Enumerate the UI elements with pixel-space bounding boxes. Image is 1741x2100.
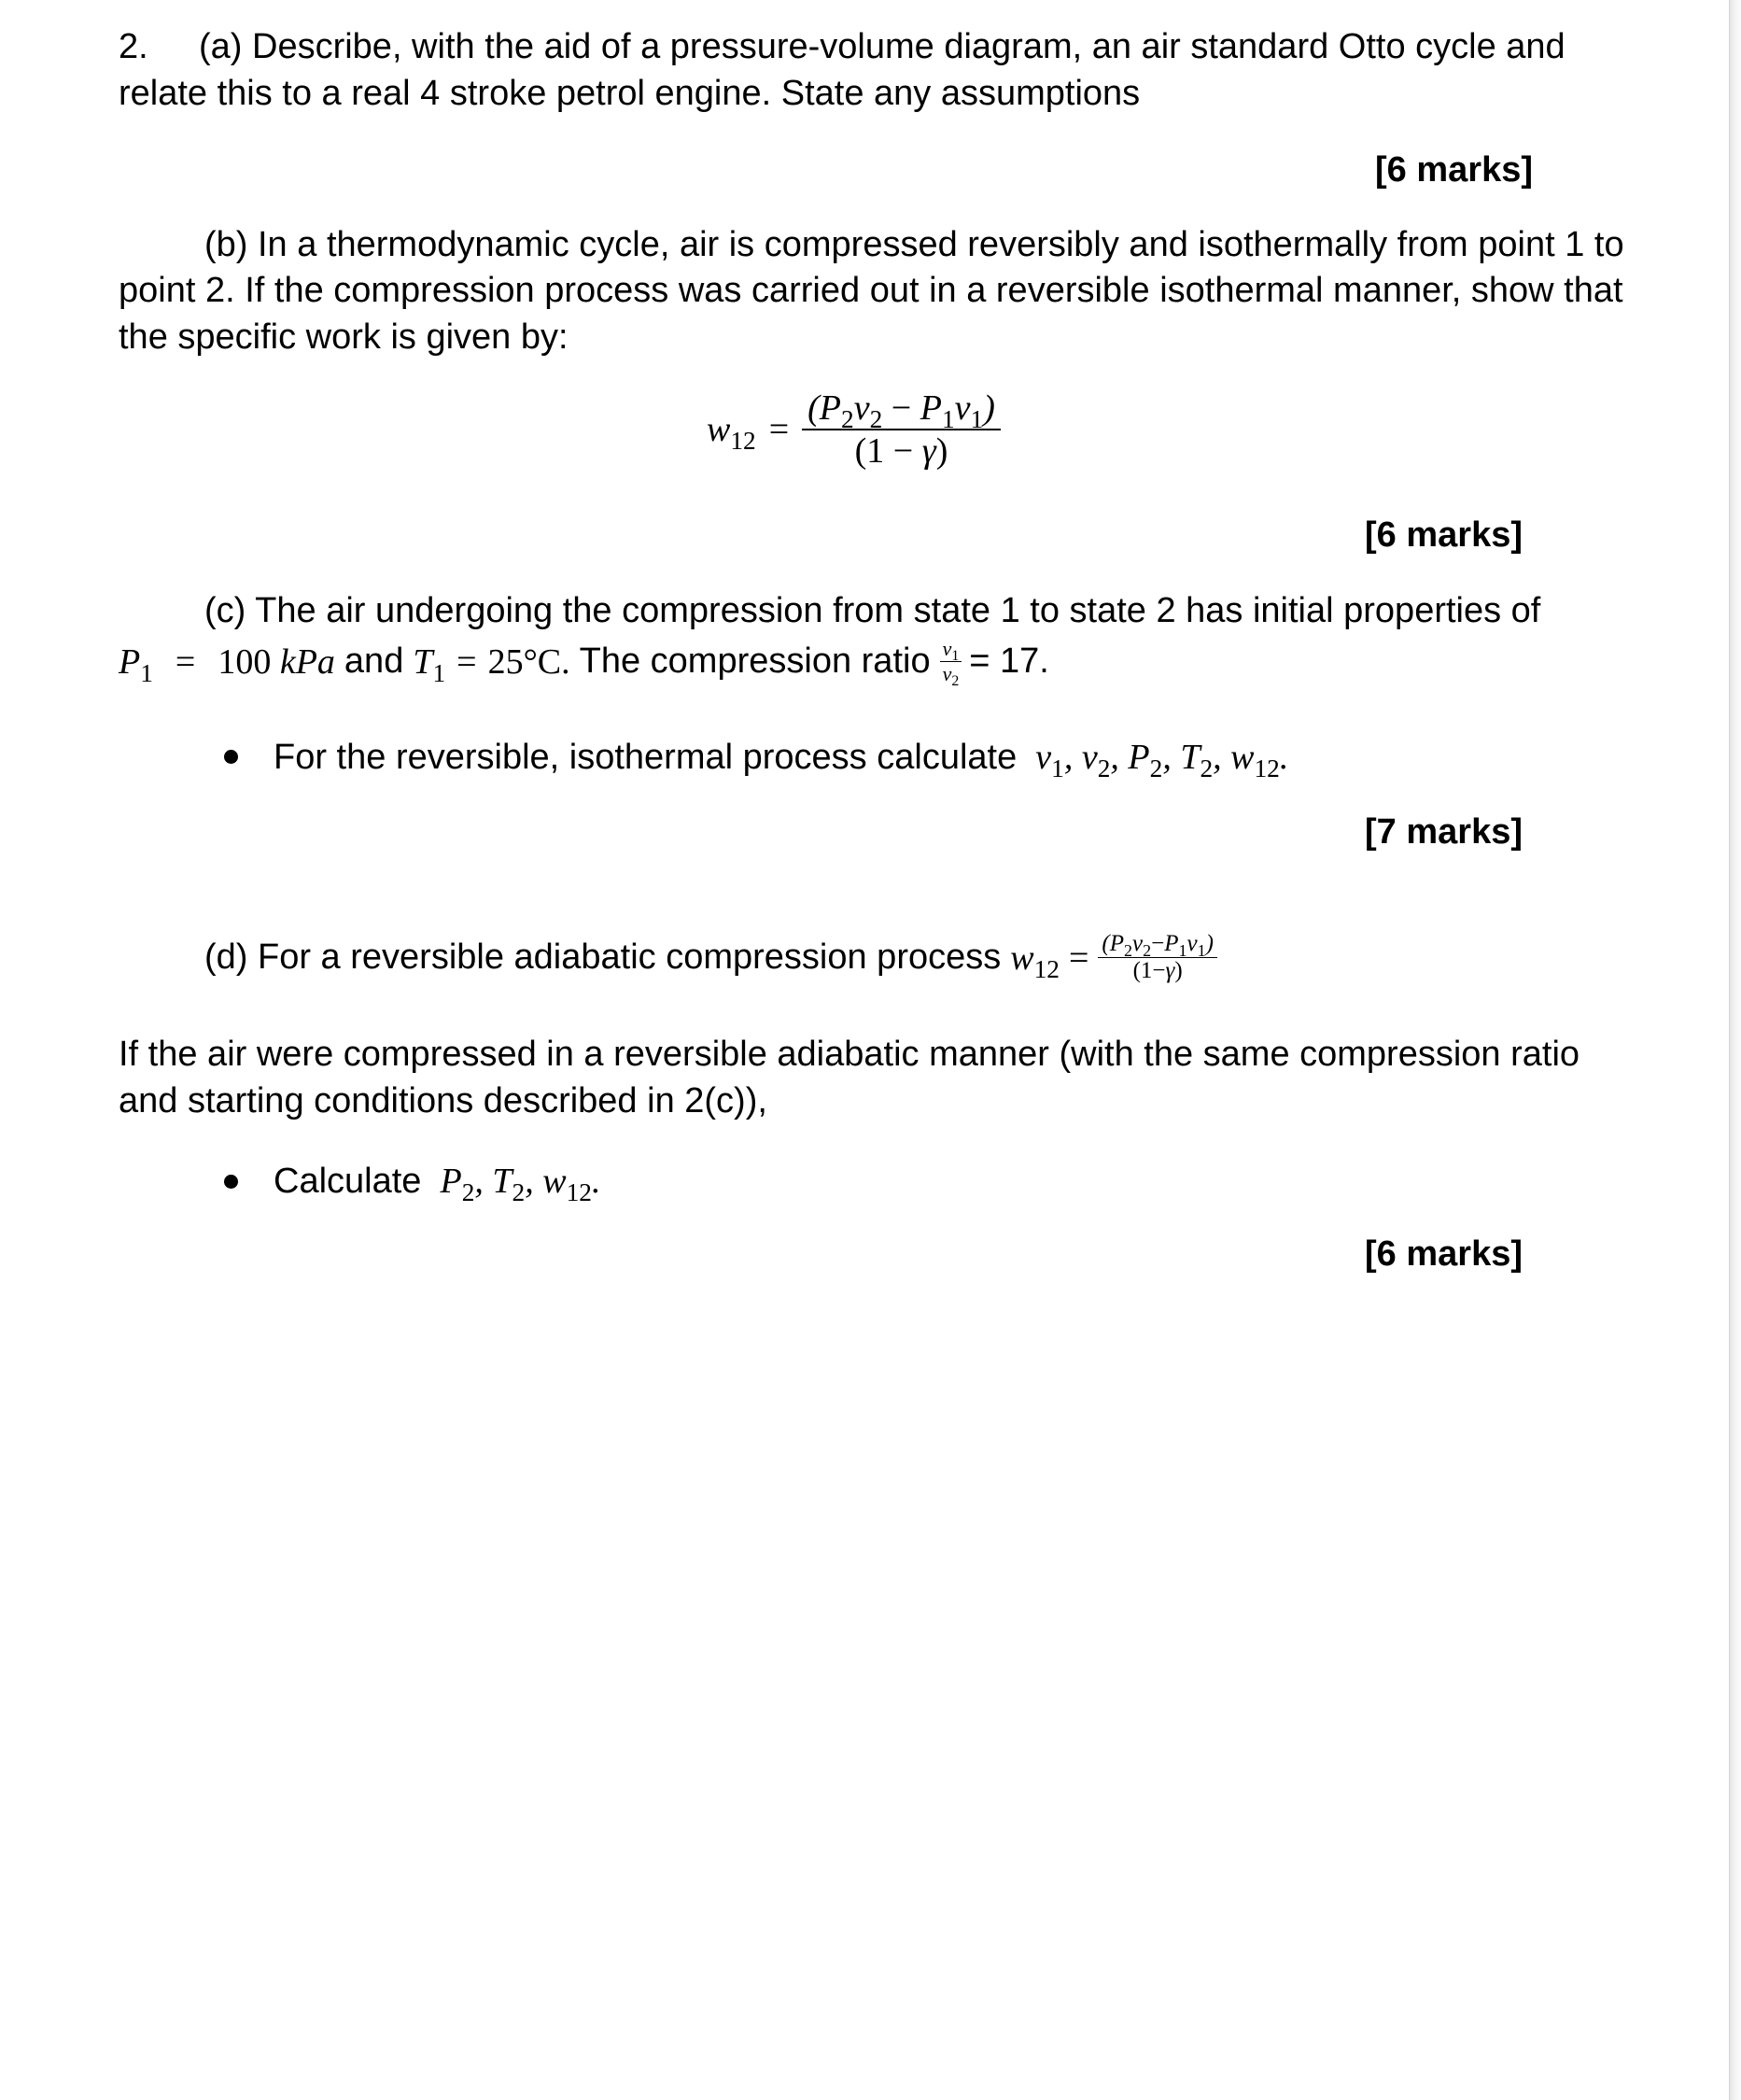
part-b-line2: point 2. If the compression process was carried out in a reversible isothermal manner, show that: [119, 271, 1623, 310]
part-c-marks: [7 marks]: [1365, 812, 1523, 852]
part-d-bullet-text: Calculate: [274, 1162, 422, 1201]
part-d-para-line2: and starting conditions described in 2(c)),: [119, 1081, 767, 1120]
part-d-para-line1: If the air were compressed in a reversible adiabatic manner (with the same compression ratio: [119, 1035, 1580, 1074]
work-fraction: $\frac{(P_2v_2 - P_1v_1)}{(1 - \gamma)}$: [802, 388, 1001, 472]
part-c-bullet-text: For the reversible, isothermal process calculate: [274, 738, 1018, 777]
page-edge: [1729, 0, 1741, 2100]
part-d-bullet: Calculate $P_2$, $T_2$, $w_{12}$.: [274, 1162, 601, 1206]
part-a-line2: relate this to a real 4 stroke petrol engine. State any assumptions: [119, 74, 1141, 113]
initial-conditions-line: $P_1$ = 100 kPa and $T_1$ = 25°C. The compression ratio $\frac{v_1}{v_2}$ = 17.: [119, 637, 1049, 690]
compression-ratio-value: = 17.: [969, 641, 1049, 681]
question-number: 2.: [119, 27, 148, 66]
part-b-marks: [6 marks]: [1365, 515, 1523, 555]
part-b-line1: (b) In a thermodynamic cycle, air is compressed reversibly and isothermally from point 1 to: [204, 225, 1624, 264]
bullet-d: [224, 1175, 238, 1189]
part-d-line1: (d) For a reversible adiabatic compression process $w_{12}$ = $\frac{(P_2v_2-P_1v_1)}{(1-\gamma)}$: [204, 931, 1217, 984]
isothermal-work-equation: $w_{12}$ = $\frac{(P_2v_2 - P_1v_1)}{(1 - \gamma)}$: [707, 388, 1001, 472]
part-a-line1: (a) Describe, with the aid of a pressure-volume diagram, an air standard Otto cycle and: [199, 27, 1565, 66]
part-a-marks: [6 marks]: [1375, 150, 1533, 190]
and-text: and: [344, 641, 404, 681]
part-d-text: (d) For a reversible adiabatic compression process: [204, 937, 1002, 977]
compression-ratio-label: The compression ratio: [579, 641, 931, 681]
part-c-bullet: For the reversible, isothermal process calculate $v_1$, $v_2$, $P_2$, $T_2$, $w_{12}$.: [274, 738, 1289, 782]
part-b-line3: the specific work is given by:: [119, 317, 569, 357]
part-d-marks: [6 marks]: [1365, 1234, 1523, 1274]
bullet-c: [224, 750, 238, 764]
adiabatic-work-fraction: $\frac{(P_2v_2-P_1v_1)}{(1-\gamma)}$: [1098, 931, 1217, 984]
ratio-fraction: $\frac{v_1}{v_2}$: [940, 637, 962, 686]
part-c-line1: (c) The air undergoing the compression from state 1 to state 2 has initial properties of: [204, 591, 1541, 630]
